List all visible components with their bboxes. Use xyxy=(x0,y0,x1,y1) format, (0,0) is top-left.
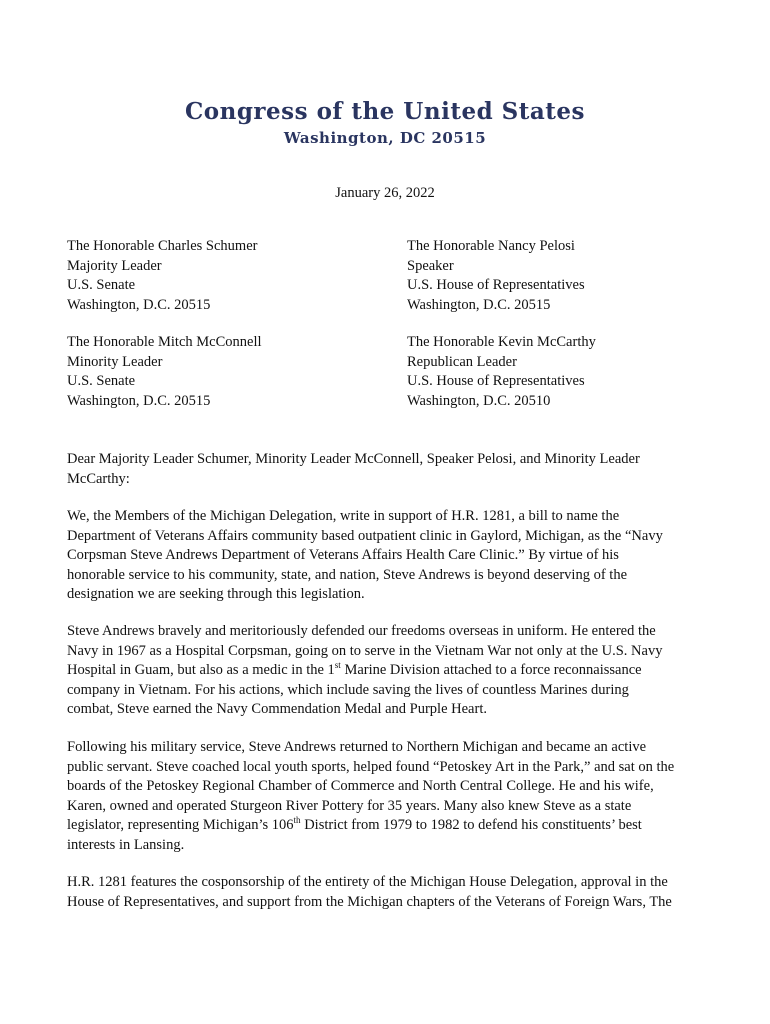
addressee-line: The Honorable Nancy Pelosi xyxy=(407,238,575,254)
addressee-line: U.S. House of Representatives xyxy=(407,277,585,293)
addressee-mccarthy xyxy=(407,333,596,411)
addressee-line: The Honorable Kevin McCarthy xyxy=(407,334,596,350)
paragraph-line xyxy=(67,816,707,836)
letter-date: January 26, 2022 xyxy=(335,185,435,201)
paragraph-line: Following his military service, Steve Andrews returned to Northern Michigan and became an active xyxy=(67,739,647,755)
paragraph-line: interests in Lansing. xyxy=(67,836,185,853)
ordinal-suffix: th xyxy=(293,815,301,825)
text-segment: Marine Division attached to a force reconnaissance xyxy=(340,662,642,678)
text-segment: District from 1979 to 1982 to defend his constituents’ best xyxy=(300,817,642,833)
paragraph-line: combat, Steve earned the Navy Commendation Medal and Purple Heart. xyxy=(67,701,487,717)
addressee-line: The Honorable Mitch McConnell xyxy=(67,334,262,350)
addressee-line: Republican Leader xyxy=(407,353,517,370)
addressee-mcconnell xyxy=(67,333,262,411)
paragraph-2 xyxy=(67,622,707,720)
salutation-line: McCarthy: xyxy=(67,470,130,487)
addressee-pelosi xyxy=(407,237,585,315)
addressee-line: Minority Leader xyxy=(67,353,163,370)
letterhead-subtitle: Washington, DC 20515 xyxy=(283,129,487,147)
salutation xyxy=(67,450,707,489)
letterhead-title: Congress of the United States xyxy=(184,98,586,125)
ordinal-suffix: st xyxy=(334,660,341,670)
paragraph-4 xyxy=(67,873,707,912)
paragraph-line: public servant. Steve coached local youth sports, helped found “Petoskey Art in the Park,” and sat on the xyxy=(67,758,675,775)
addressee-line: U.S. House of Representatives xyxy=(407,373,585,389)
paragraph-line: Steve Andrews bravely and meritoriously defended our freedoms overseas in uniform. He entered the xyxy=(67,623,656,639)
addressee-line: The Honorable Charles Schumer xyxy=(67,238,258,254)
addressee-line: Washington, D.C. 20515 xyxy=(67,392,211,409)
addressee-line: Washington, D.C. 20510 xyxy=(407,392,551,409)
paragraph-1 xyxy=(67,507,707,605)
paragraph-3 xyxy=(67,738,707,855)
paragraph-line: Navy in 1967 as a Hospital Corpsman, going on to serve in the Vietnam War not only at the U.S. Navy xyxy=(67,642,663,659)
addressee-schumer xyxy=(67,237,257,315)
paragraph-line: Karen, owned and operated Sturgeon River Pottery for 35 years. Many also knew Steve as a state xyxy=(67,797,632,814)
paragraph-line: H.R. 1281 features the cosponsorship of the entirety of the Michigan House Delegation, approval in the xyxy=(67,874,668,890)
paragraph-line: House of Representatives, and support from the Michigan chapters of the Veterans of Foreign Wars, The xyxy=(67,893,672,910)
salutation-line: Dear Majority Leader Schumer, Minority Leader McConnell, Speaker Pelosi, and Minority Leader xyxy=(67,451,640,467)
paragraph-line: company in Vietnam. For his actions, which include saving the lives of countless Marines during xyxy=(67,681,629,698)
paragraph-line: boards of the Petoskey Regional Chamber of Commerce and North Central College. He and his wife, xyxy=(67,778,654,794)
paragraph-line xyxy=(67,661,707,681)
paragraph-line: honorable service to his community, state, and nation, Steve Andrews is beyond deserving of the xyxy=(67,566,628,583)
addressee-line: Washington, D.C. 20515 xyxy=(407,296,551,313)
paragraph-line: Corpsman Steve Andrews Department of Veterans Affairs Health Care Clinic.” By virtue of his xyxy=(67,547,619,563)
paragraph-line: designation we are seeking through this legislation. xyxy=(67,586,365,602)
addressee-line: Speaker xyxy=(407,257,454,274)
paragraph-line: We, the Members of the Michigan Delegation, write in support of H.R. 1281, a bill to name the xyxy=(67,508,620,524)
text-segment: Hospital in Guam, but also as a medic in the 1 xyxy=(67,662,335,678)
text-segment: legislator, representing Michigan’s 106 xyxy=(67,817,294,833)
addressee-line: Washington, D.C. 20515 xyxy=(67,296,211,313)
addressee-line: U.S. Senate xyxy=(67,277,136,293)
paragraph-line: Department of Veterans Affairs community based outpatient clinic in Gaylord, Michigan, as the “Navy xyxy=(67,527,663,544)
addressee-line: Majority Leader xyxy=(67,257,162,274)
addressee-line: U.S. Senate xyxy=(67,373,136,389)
